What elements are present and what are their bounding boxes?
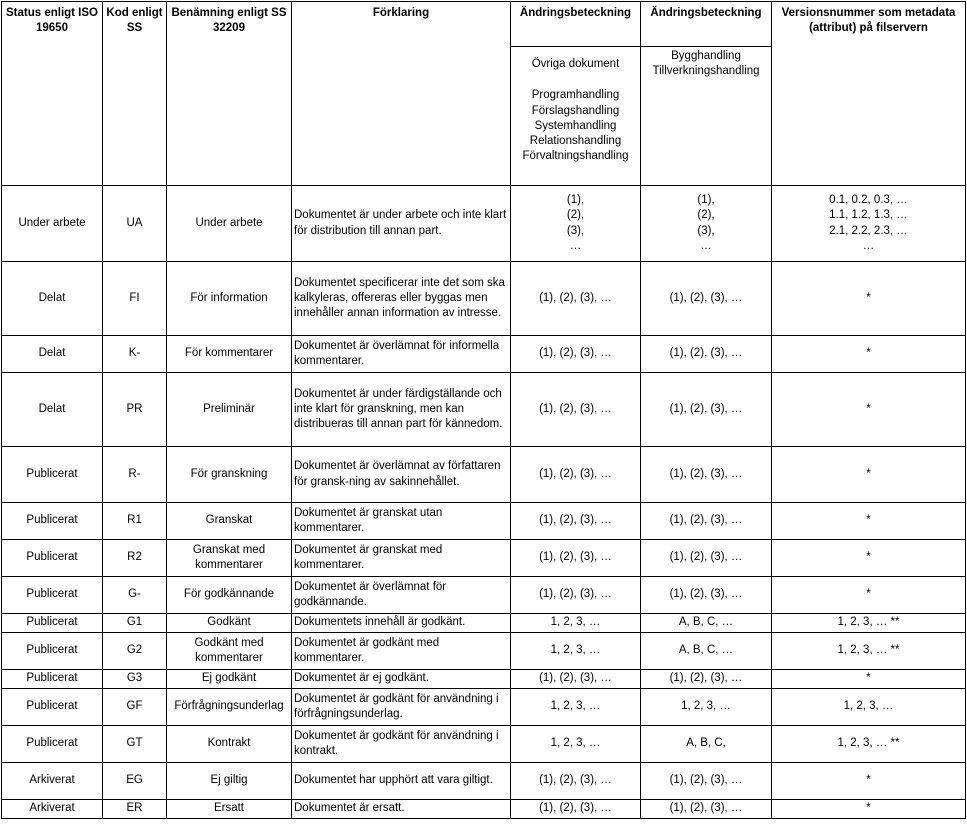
table-row xyxy=(2,763,966,800)
cell-forklaring: Dokumentet är godkänt för användning i förfrågningsunderlag. xyxy=(292,689,511,726)
header-andring-1: Ändringsbeteckning xyxy=(511,2,641,47)
cell-forklaring: Dokumentets innehåll är godkänt. xyxy=(292,614,511,633)
sub-header-line: Systemhandling xyxy=(534,119,617,132)
table-row xyxy=(2,614,966,633)
cell-forklaring: Dokumentet är överlämnat för informella kommentarer. xyxy=(292,336,511,373)
cell-status: Arkiverat xyxy=(2,800,103,819)
cell-forklaring: Dokumentet är godkänt med kommentarer. xyxy=(292,633,511,670)
cell-line: … xyxy=(862,239,875,252)
cell-andring-2: (1), (2), (3), … xyxy=(641,336,772,373)
cell-kod: EG xyxy=(103,763,167,800)
cell-benamning: Godkänt med kommentarer xyxy=(167,633,292,670)
cell-version: * xyxy=(772,577,966,614)
table-row xyxy=(2,186,966,262)
cell-line: 2.1, 2.2, 2.3, … xyxy=(829,224,908,237)
table-row xyxy=(2,503,966,540)
cell-andring-1: (1), (2), (3), … xyxy=(511,577,641,614)
table-row xyxy=(2,633,966,670)
cell-line: … xyxy=(700,239,712,252)
cell-version xyxy=(772,186,966,262)
header-version: Versionsnummer som metadata (attribut) på filservern xyxy=(772,2,966,186)
cell-version: * xyxy=(772,447,966,503)
cell-benamning: Ej godkänt xyxy=(167,670,292,689)
cell-benamning: Ej giltig xyxy=(167,763,292,800)
header-forklaring: Förklaring xyxy=(292,2,511,186)
cell-kod: G3 xyxy=(103,670,167,689)
cell-kod: UA xyxy=(103,186,167,262)
cell-forklaring: Dokumentet är godkänt för användning i kontrakt. xyxy=(292,726,511,763)
table-row xyxy=(2,336,966,373)
cell-forklaring: Dokumentet är överlämnat av författaren för gransk-ning av sakinnehållet. xyxy=(292,447,511,503)
cell-benamning: Granskat med kommentarer xyxy=(167,540,292,577)
cell-version: * xyxy=(772,503,966,540)
cell-andring-2: A, B, C, xyxy=(641,726,772,763)
cell-benamning: Ersatt xyxy=(167,800,292,819)
cell-andring-1: (1), (2), (3), … xyxy=(511,670,641,689)
header-status: Status enligt ISO 19650 xyxy=(2,2,103,186)
sub-header-ovriga-title: Övriga dokument xyxy=(531,58,620,70)
sub-header-line: Programhandling xyxy=(531,89,620,102)
cell-line: (1), xyxy=(566,193,585,206)
table-row xyxy=(2,689,966,726)
cell-forklaring: Dokumentet är under färdigställande och inte klart för granskning, men kan distribueras till annan part för kännedom. xyxy=(292,373,511,447)
cell-andring-1: (1), (2), (3), … xyxy=(511,503,641,540)
table-row xyxy=(2,577,966,614)
cell-line: (2), xyxy=(566,209,585,222)
cell-benamning: Under arbete xyxy=(167,186,292,262)
cell-andring-2: (1), (2), (3), … xyxy=(641,447,772,503)
cell-kod: K- xyxy=(103,336,167,373)
cell-version: 1, 2, 3, … ** xyxy=(772,726,966,763)
sub-header-line: Förvaltningshandling xyxy=(522,150,629,163)
table-row xyxy=(2,800,966,819)
cell-line: (1), xyxy=(697,193,715,206)
cell-status: Publicerat xyxy=(2,503,103,540)
cell-kod: ER xyxy=(103,800,167,819)
cell-benamning: Förfrågningsunderlag xyxy=(167,689,292,726)
cell-line: 1.1, 1.2, 1.3, … xyxy=(829,209,908,222)
cell-andring-2: (1), (2), (3), … xyxy=(641,262,772,336)
cell-status: Publicerat xyxy=(2,540,103,577)
cell-forklaring: Dokumentet är överlämnat för godkännande. xyxy=(292,577,511,614)
cell-status: Publicerat xyxy=(2,614,103,633)
cell-kod: GT xyxy=(103,726,167,763)
header-row xyxy=(2,2,966,47)
cell-version: 1, 2, 3, … ** xyxy=(772,633,966,670)
cell-version: * xyxy=(772,373,966,447)
cell-andring-2: (1), (2), (3), … xyxy=(641,540,772,577)
cell-line: 0.1, 0.2, 0.3, … xyxy=(829,193,908,206)
cell-andring-2: (1), (2), (3), … xyxy=(641,577,772,614)
cell-andring-2 xyxy=(641,186,772,262)
cell-benamning: Granskat xyxy=(167,503,292,540)
cell-forklaring: Dokumentet är ersatt. xyxy=(292,800,511,819)
cell-kod: R1 xyxy=(103,503,167,540)
cell-andring-2: (1), (2), (3), … xyxy=(641,800,772,819)
cell-forklaring: Dokumentet är ej godkänt. xyxy=(292,670,511,689)
cell-andring-2: (1), (2), (3), … xyxy=(641,503,772,540)
cell-version: * xyxy=(772,262,966,336)
cell-version: * xyxy=(772,763,966,800)
cell-kod: G1 xyxy=(103,614,167,633)
header-benamning: Benämning enligt SS 32209 xyxy=(167,2,292,186)
cell-version: * xyxy=(772,800,966,819)
cell-status: Publicerat xyxy=(2,633,103,670)
cell-forklaring: Dokumentet är under arbete och inte klart för distribution till annan part. xyxy=(292,186,511,262)
cell-status: Under arbete xyxy=(2,186,103,262)
sub-header-ovriga xyxy=(511,47,641,186)
sub-header-bygg xyxy=(641,47,772,186)
cell-kod: FI xyxy=(103,262,167,336)
cell-line: (3), xyxy=(566,224,585,237)
cell-version: 1, 2, 3, … xyxy=(772,689,966,726)
table-row xyxy=(2,540,966,577)
cell-line: (3), xyxy=(697,224,715,237)
cell-status: Delat xyxy=(2,336,103,373)
cell-kod: R2 xyxy=(103,540,167,577)
cell-benamning: Preliminär xyxy=(167,373,292,447)
cell-andring-2: A, B, C, … xyxy=(641,614,772,633)
cell-forklaring: Dokumentet är granskat utan kommentarer. xyxy=(292,503,511,540)
cell-benamning: Kontrakt xyxy=(167,726,292,763)
cell-andring-1: (1), (2), (3), … xyxy=(511,800,641,819)
cell-forklaring: Dokumentet specificerar inte det som ska kalkyleras, offereras eller byggas men innehåller annan information av intresse. xyxy=(292,262,511,336)
cell-version: * xyxy=(772,540,966,577)
table-row xyxy=(2,726,966,763)
cell-benamning: För information xyxy=(167,262,292,336)
cell-andring-2: (1), (2), (3), … xyxy=(641,373,772,447)
cell-benamning: För granskning xyxy=(167,447,292,503)
cell-status: Publicerat xyxy=(2,447,103,503)
header-kod: Kod enligt SS xyxy=(103,2,167,186)
cell-forklaring: Dokumentet är granskat med kommentarer. xyxy=(292,540,511,577)
cell-status: Arkiverat xyxy=(2,763,103,800)
cell-status: Publicerat xyxy=(2,726,103,763)
cell-andring-2: (1), (2), (3), … xyxy=(641,763,772,800)
cell-andring-2: 1, 2, 3, … xyxy=(641,689,772,726)
sub-header-line: Bygghandling xyxy=(671,50,741,62)
sub-header-line: Tillverkningshandling xyxy=(652,65,760,78)
cell-kod: R- xyxy=(103,447,167,503)
cell-status: Publicerat xyxy=(2,670,103,689)
cell-andring-1: 1, 2, 3, … xyxy=(511,633,641,670)
cell-andring-1: (1), (2), (3), … xyxy=(511,540,641,577)
cell-line: … xyxy=(569,239,582,252)
cell-andring-1: 1, 2, 3, … xyxy=(511,726,641,763)
cell-andring-1: (1), (2), (3), … xyxy=(511,262,641,336)
cell-andring-1: 1, 2, 3, … xyxy=(511,689,641,726)
cell-andring-1: (1), (2), (3), … xyxy=(511,763,641,800)
cell-kod: G2 xyxy=(103,633,167,670)
cell-forklaring: Dokumentet har upphört att vara giltigt. xyxy=(292,763,511,800)
sub-header-line: Relationshandling xyxy=(529,135,622,148)
cell-andring-2: A, B, C, … xyxy=(641,633,772,670)
table-row xyxy=(2,447,966,503)
table-row xyxy=(2,373,966,447)
cell-benamning: Godkänt xyxy=(167,614,292,633)
cell-line: (2), xyxy=(697,209,715,222)
sub-header-line: Förslagshandling xyxy=(531,104,620,117)
table-row xyxy=(2,670,966,689)
cell-version: * xyxy=(772,336,966,373)
table-row xyxy=(2,262,966,336)
cell-version: 1, 2, 3, … ** xyxy=(772,614,966,633)
cell-andring-1: 1, 2, 3, … xyxy=(511,614,641,633)
cell-kod: G- xyxy=(103,577,167,614)
cell-status: Publicerat xyxy=(2,689,103,726)
cell-benamning: För kommentarer xyxy=(167,336,292,373)
cell-status: Delat xyxy=(2,262,103,336)
cell-andring-1: (1), (2), (3), … xyxy=(511,373,641,447)
cell-andring-2: (1), (2), (3), … xyxy=(641,670,772,689)
cell-version: * xyxy=(772,670,966,689)
header-andring-2: Ändringsbeteckning xyxy=(641,2,772,47)
cell-andring-1 xyxy=(511,186,641,262)
cell-benamning: För godkännande xyxy=(167,577,292,614)
cell-andring-1: (1), (2), (3), … xyxy=(511,336,641,373)
cell-kod: PR xyxy=(103,373,167,447)
cell-status: Publicerat xyxy=(2,577,103,614)
cell-kod: GF xyxy=(103,689,167,726)
status-table xyxy=(1,1,966,819)
cell-status: Delat xyxy=(2,373,103,447)
cell-andring-1: (1), (2), (3), … xyxy=(511,447,641,503)
